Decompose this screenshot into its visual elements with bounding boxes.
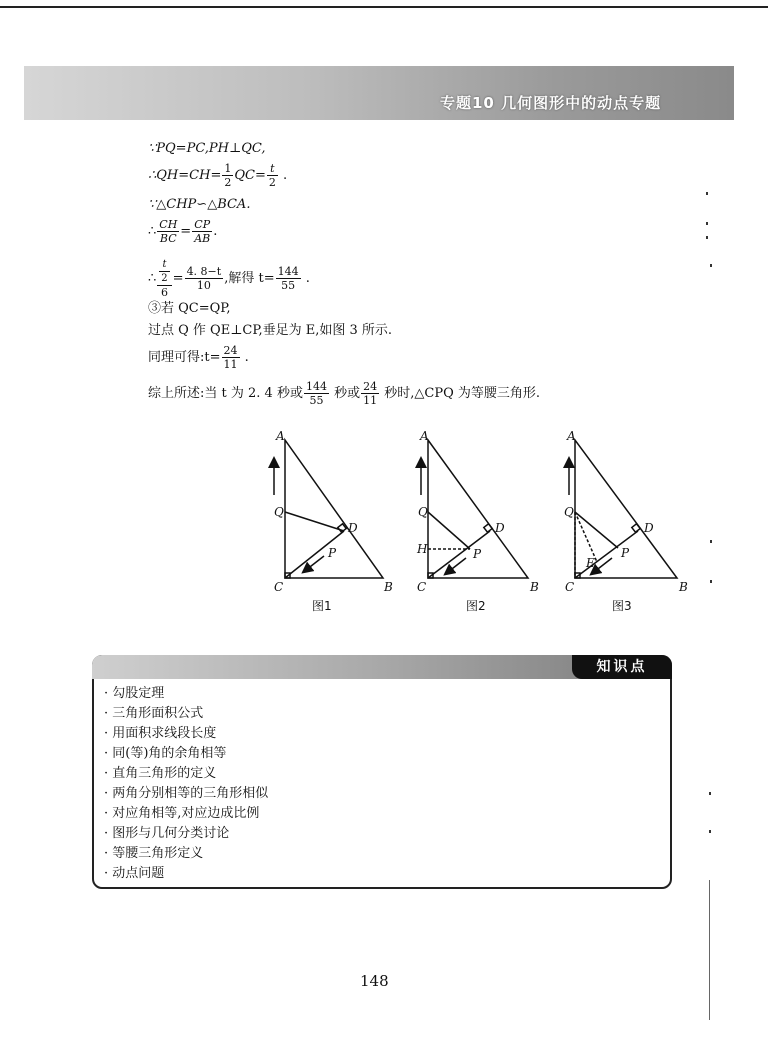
solution-line-8: 同理可得:t= $\frac{24}{11}$ . [148, 344, 249, 371]
label-b-1: B [384, 580, 393, 594]
solution-line-3: ∵△CHP∽△BCA. [148, 197, 251, 212]
scan-dot [710, 580, 712, 583]
scan-dot [709, 830, 711, 833]
solution-line-6: ③若 QC=QP, [148, 301, 231, 316]
knowledge-item: · 勾股定理 [104, 686, 165, 701]
label-p-1: P [328, 546, 337, 560]
label-p-2: P [473, 547, 482, 561]
label-a-1: A [276, 429, 285, 443]
knowledge-title: 知识点 [572, 655, 672, 679]
solution-line-5: ∴ $\frac{\frac{t}{2}}{6}$ = $\frac{4. 8-t}{10}$ ,解得 t= $\frac{144}{55}$ . [148, 259, 310, 299]
page-number: 148 [360, 972, 389, 990]
label-c-2: C [417, 580, 427, 594]
label-q-1: Q [274, 505, 284, 519]
section-title: 专题10 几何图形中的动点专题 [440, 94, 662, 112]
scan-dot [710, 540, 712, 543]
segment-qd-1 [285, 512, 344, 531]
label-d-1: D [348, 521, 358, 535]
label-e-3: E [586, 556, 595, 570]
scan-dot [706, 236, 708, 239]
solution-line-4: ∴ $\frac{CH}{BC}$ = $\frac{CP}{AB}$ . [148, 218, 218, 245]
segment-qp-2 [428, 512, 470, 549]
scan-dot [710, 264, 712, 267]
right-angle-d-3 [632, 524, 640, 532]
figure-1-caption: 图1 [312, 599, 332, 613]
label-d-3: D [644, 521, 654, 535]
knowledge-item: · 等腰三角形定义 [104, 846, 204, 861]
figure-2-caption: 图2 [466, 599, 486, 613]
segment-qp-3 [575, 512, 618, 548]
knowledge-item: · 图形与几何分类讨论 [104, 826, 230, 841]
label-d-2: D [495, 521, 505, 535]
knowledge-item: · 动点问题 [104, 866, 165, 881]
scan-dot [709, 792, 711, 795]
knowledge-item: · 同(等)角的余角相等 [104, 746, 227, 761]
knowledge-item: · 两角分别相等的三角形相似 [104, 786, 269, 801]
label-q-3: Q [564, 505, 574, 519]
label-c-1: C [274, 580, 284, 594]
arrow-p-1 [306, 556, 324, 570]
label-a-2: A [420, 429, 429, 443]
knowledge-item: · 三角形面积公式 [104, 706, 204, 721]
solution-line-2: ∴QH=CH= $\frac{1}{2}$ QC= $\frac{t}{2}$ . [148, 162, 288, 189]
knowledge-item: · 用面积求线段长度 [104, 726, 217, 741]
label-q-2: Q [418, 505, 428, 519]
label-a-3: A [567, 429, 576, 443]
segment-qe-3 [575, 512, 597, 562]
knowledge-item: · 对应角相等,对应边成比例 [104, 806, 260, 821]
solution-line-9: 综上所述:当 t 为 2. 4 秒或 $\frac{144}{55}$ 秒或 $\frac{24}{11}$ 秒时,△CPQ 为等腰三角形. [148, 380, 540, 407]
figure-3-caption: 图3 [612, 599, 632, 613]
scan-edge-line [709, 880, 710, 1020]
solution-line-7: 过点 Q 作 QE⊥CP,垂足为 E,如图 3 所示. [148, 323, 393, 338]
label-c-3: C [565, 580, 575, 594]
solution-line-1: ∵PQ=PC,PH⊥QC, [148, 141, 266, 156]
label-p-3: P [621, 546, 630, 560]
right-angle-d-2 [484, 524, 492, 532]
scan-dot [706, 192, 708, 195]
knowledge-item: · 直角三角形的定义 [104, 766, 217, 781]
label-h-2: H [417, 542, 428, 556]
label-b-2: B [530, 580, 539, 594]
scan-dot [706, 222, 708, 225]
label-b-3: B [679, 580, 688, 594]
